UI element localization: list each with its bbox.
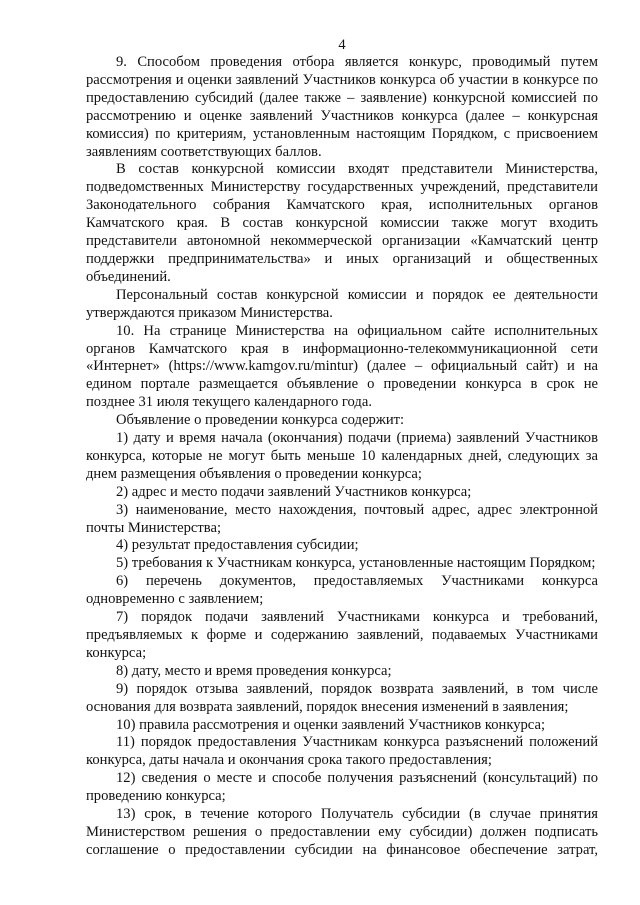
list-item-4: 4) результат предоставления субсидии; xyxy=(116,537,359,554)
list-item-1: 1) дату и время начала (окончания) подачи (приема) заявлений Участников конкурса, которые не могут быть меньше 10 календарных дней, следующих за днем размещения объявления о проведении конкурса; xyxy=(86,430,598,482)
list-item-8: 8) дату, место и время проведения конкурса; xyxy=(116,662,392,679)
list-item-7: 7) порядок подачи заявлений Участниками конкурса и требований, предъявляемых к форме и содержанию заявлений, подаваемых Участниками конкурса; xyxy=(86,609,598,661)
list-item-6: 6) перечень документов, предоставляемых Участниками конкурса одновременно с заявлением; xyxy=(86,573,598,608)
list-item-9: 9) порядок отзыва заявлений, порядок возврата заявлений, в том числе основания для возврата заявлений, порядок внесения изменений в заявления; xyxy=(86,680,598,715)
paragraph-commission-approval: Персональный состав конкурсной комиссии и порядок ее деятельности утверждаются приказом Министерства. xyxy=(86,286,598,321)
paragraph-item-10: 10. На странице Министерства на официальном сайте исполнительных органов Камчатского края в информационно-телекоммуникационной сети «Интернет» (https://www.kamgov.ru/mintur) (далее – официальный сайт) и на едином портале размещается объявление о проведении конкурса в срок не позднее 31 июля текущего календарного года. xyxy=(86,322,598,411)
list-item-13: 13) срок, в течение которого Получатель субсидии (в случае принятия Министерством решения о предоставлении ему субсидии) должен подписать соглашение о предоставлении субсидии на финансовое обеспечение затрат, xyxy=(86,806,598,858)
list-item-12: 12) сведения о месте и способе получения разъяснений (консультаций) по проведению конкурса; xyxy=(86,770,598,805)
list-item-11: 11) порядок предоставления Участникам конкурса разъяснений положений конкурса, даты начала и окончания срока такого предоставления; xyxy=(86,734,598,769)
paragraph-announcement-contents: Объявление о проведении конкурса содержит: xyxy=(116,412,405,429)
page-number: 4 xyxy=(338,37,346,53)
paragraph-commission-composition: В состав конкурсной комиссии входят представители Министерства, подведомственных Министерству государственных учреждений, представители Законодательного собрания Камчатского края, исполнительных органов Камчатского края. В состав конкурсной комиссии также могут входить представители автономной некоммерческой организации «Камчатский центр поддержки предпринимательства» и иных организаций и общественных объединений. xyxy=(86,161,598,285)
list-item-5: 5) требования к Участникам конкурса, установленные настоящим Порядком; xyxy=(116,555,596,572)
list-item-10: 10) правила рассмотрения и оценки заявлений Участников конкурса; xyxy=(116,716,545,733)
list-item-3: 3) наименование, место нахождения, почтовый адрес, адрес электронной почты Министерства; xyxy=(86,501,598,536)
list-item-2: 2) адрес и место подачи заявлений Участников конкурса; xyxy=(116,483,472,500)
document-page xyxy=(86,36,598,860)
paragraph-item-9: 9. Способом проведения отбора является конкурс, проводимый путем рассмотрения и оценки заявлений Участников конкурса об участии в конкурсе по предоставлению субсидий (далее также – заявление) конкурсной комиссией по рассмотрению и оценке заявлений Участников конкурса (далее – конкурсная комиссия) по критериям, установленным настоящим Порядком, с присвоением заявлениям соответствующих баллов. xyxy=(86,54,598,160)
